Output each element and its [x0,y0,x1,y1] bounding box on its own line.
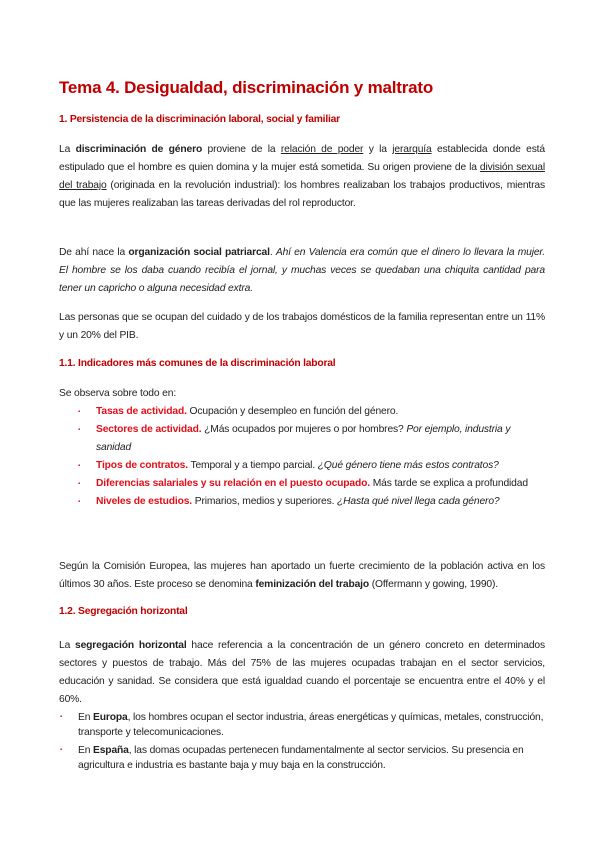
text-run: hace referencia a la concentración de un género concreto en determinados sectores y puestos de trabajo. Más del 75% de las mujeres ocupadas trabajan en el sector servicios, educación y sanidad. Se considera que está igualdad cuando el porcentaje se encuentra entre el 40% y el 60%. [59,640,545,705]
list-item [59,743,545,773]
bold-term: discriminación de género [75,144,203,155]
text-run: establecida donde está estipulado que el hombre es quien domina y la mujer está sometida. Su origen proviene de la [59,144,545,173]
text-run: Temporal y a tiempo parcial. [187,460,318,471]
text-run: En [78,712,94,723]
text-run: (originada en la revolución industrial): los hombres realizaban los trabajos productivos, mientras que las mujeres realizaban las tareas derivadas del rol reproductor. [59,180,545,209]
underlined-term: relación de poder [280,144,364,155]
indicator-label: Tipos de contratos. [96,460,188,471]
text-run: Según la Comisión Europea, las mujeres han aportado un fuerte crecimiento de la población activa en los últimos 30 años. Este proceso se denomina [59,561,545,590]
text-run: . [269,247,276,258]
text-run: , los hombres ocupan el sector industria, áreas energéticas y químicas, metales, construcción, transporte y telecomunicaciones. [78,712,544,738]
bold-term: segregación horizontal [75,640,187,651]
italic-text: Por ejemplo, industria y sanidad [96,424,511,453]
text-run: Ocupación y desempleo en función del género. [186,406,399,417]
text-run: ¿Más ocupados por mujeres o por hombres? [201,424,407,435]
document-title: Tema 4. Desigualdad, discriminación y maltrato [59,78,434,97]
section-heading-1: 1. Persistencia de la discriminación laboral, social y familiar [59,114,340,125]
list-item [59,421,545,457]
section-heading-1-1: 1.1. Indicadores más comunes de la discriminación laboral [59,358,336,369]
text-run: y la [363,144,393,155]
indicators-list [59,403,545,511]
paragraph-p6 [59,637,545,709]
text-run: En [78,745,94,756]
text-run: Más tarde se explica a profundidad [370,478,528,489]
text-run: Se observa sobre todo en: [59,388,177,399]
underlined-term: división sexual del trabajo [59,162,545,191]
indicator-label: Tasas de actividad. [96,406,187,417]
paragraph-p2 [59,244,545,298]
text-run: (Offermann y gowing, 1990). [369,579,498,590]
regional-list [59,710,545,776]
paragraph-p1 [59,141,545,213]
paragraph-p5 [59,558,545,594]
bold-term: Europa [93,712,128,723]
paragraph-p3 [59,309,545,345]
paragraph-p4 [59,385,545,403]
indicator-label: Sectores de actividad. [96,424,202,435]
bold-term: organización social patriarcal [128,247,270,258]
section-heading-1-2: 1.2. Segregación horizontal [59,606,188,617]
list-item [59,403,545,421]
list-item [59,475,545,493]
indicator-label: Diferencias salariales y su relación en el puesto ocupado. [96,478,371,489]
text-run: proviene de la [202,144,281,155]
text-run: , las domas ocupadas pertenecen fundamentalmente al sector servicios. Su presencia en agricultura e industria es bastante baja y muy baja en la construcción. [78,745,524,771]
text-run: La [59,640,76,651]
italic-text: Ahí en Valencia era común que el dinero lo llevara la mujer. El hombre se los daba cuando recibía el jornal, y muchas veces se quedaban una chiquita cantidad para tener un capricho o alguna necesidad extra. [59,247,546,294]
bold-term: feminización del trabajo [255,579,370,590]
indicator-label: Niveles de estudios. [96,496,193,507]
list-item [59,710,545,740]
text-run: La [59,144,76,155]
list-item [59,457,545,475]
text-run: Las personas que se ocupan del cuidado y de los trabajos domésticos de la familia representan entre un 11% y un 20% del PIB. [59,312,545,341]
text-run: De ahí nace la [59,247,129,258]
text-run: Primarios, medios y superiores. [192,496,337,507]
underlined-term: jerarquía [392,144,432,155]
bold-term: España [93,745,129,756]
italic-text: ¿Qué género tiene más estos contratos? [317,460,499,471]
list-item [59,493,545,511]
italic-text: ¿Hasta qué nivel llega cada género? [337,496,500,507]
